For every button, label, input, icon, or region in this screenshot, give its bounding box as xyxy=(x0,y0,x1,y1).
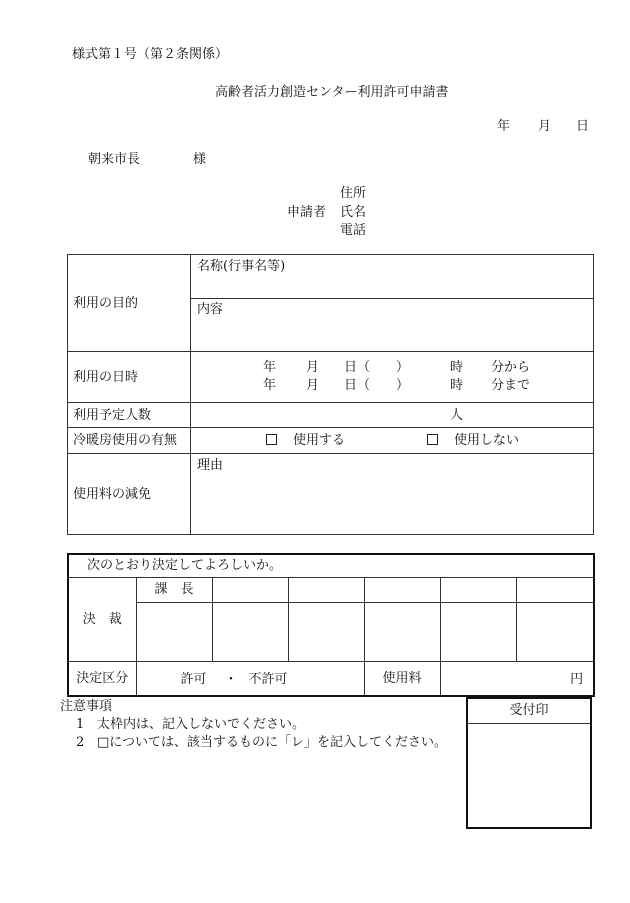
from-month: 月 xyxy=(306,360,320,375)
date-day-label: 日 xyxy=(576,119,590,134)
purpose-label: 利用の目的 xyxy=(68,255,191,352)
datetime-cell[interactable] xyxy=(191,352,594,403)
from-hour: 時 xyxy=(450,360,464,375)
not-permit-label: 不許可 xyxy=(248,671,288,687)
fee-amount-cell[interactable] xyxy=(440,661,594,696)
approval-header-cell xyxy=(516,577,594,602)
reason-label: 理由 xyxy=(197,458,224,473)
event-name-label: 名称(行事名等) xyxy=(197,259,286,274)
aircon-cell xyxy=(191,428,594,454)
approval-stamp-cell[interactable] xyxy=(136,602,212,661)
fee-reduction-label: 使用料の減免 xyxy=(68,454,191,535)
approval-header-cell xyxy=(288,577,364,602)
event-name-cell[interactable] xyxy=(191,255,594,299)
approval-header-cell xyxy=(364,577,440,602)
reception-stamp-label: 受付印 xyxy=(468,699,590,724)
decision-table xyxy=(67,553,595,697)
category-label: 決定区分 xyxy=(68,661,136,696)
to-day: 日（ xyxy=(344,378,371,393)
decision-intro: 次のとおり決定してよろしいか。 xyxy=(68,554,594,577)
to-month: 月 xyxy=(306,378,320,393)
checkbox-icon[interactable] xyxy=(266,434,277,445)
approval-stamp-cell[interactable] xyxy=(212,602,288,661)
form-number: 様式第１号（第２条関係） xyxy=(72,47,229,62)
approval-stamp-cell[interactable] xyxy=(364,602,440,661)
approval-label: 決 裁 xyxy=(68,577,136,661)
aircon-no-use-label: 使用しない xyxy=(454,433,520,448)
addressee-honorific: 様 xyxy=(193,152,207,167)
checkbox-icon[interactable] xyxy=(427,434,438,445)
to-hour: 時 xyxy=(450,378,464,393)
applicant-label: 申請者 xyxy=(287,205,327,220)
aircon-use-option[interactable] xyxy=(266,434,345,447)
datetime-label: 利用の日時 xyxy=(68,352,191,403)
approval-stamp-cell[interactable] xyxy=(288,602,364,661)
note-1-text: 太枠内は、記入しないでください。 xyxy=(97,717,306,732)
aircon-use-label: 使用する xyxy=(293,433,346,448)
date-year-label: 年 xyxy=(497,119,511,134)
fee-label: 使用料 xyxy=(364,661,440,696)
expected-count-label: 利用予定人数 xyxy=(68,403,191,428)
to-weekday-close: ） xyxy=(396,378,410,393)
permit-label: 許可 xyxy=(180,671,207,687)
expected-count-cell[interactable] xyxy=(191,403,594,428)
addressee-name: 朝来市長 xyxy=(88,152,141,167)
approval-stamp-cell[interactable] xyxy=(440,602,516,661)
content-cell[interactable] xyxy=(191,299,594,352)
note-2-text: □については、該当するものに「レ」を記入してください。 xyxy=(97,735,448,750)
from-weekday-close: ） xyxy=(396,360,410,375)
notes-title: 注意事項 xyxy=(60,699,113,714)
note-2-number: 2 xyxy=(76,735,85,750)
separator: ・ xyxy=(224,671,238,687)
to-minute: 分まで xyxy=(491,378,531,393)
approval-stamp-cell[interactable] xyxy=(516,602,594,661)
note-1-number: 1 xyxy=(76,717,85,732)
to-year: 年 xyxy=(263,378,277,393)
reason-cell[interactable] xyxy=(191,454,594,535)
aircon-label: 冷暖房使用の有無 xyxy=(68,428,191,454)
date-month-label: 月 xyxy=(538,119,552,134)
from-year: 年 xyxy=(263,360,277,375)
from-day: 日（ xyxy=(344,360,371,375)
approval-header-cell xyxy=(212,577,288,602)
application-table xyxy=(67,254,594,535)
section-chief-label: 課 長 xyxy=(136,577,212,602)
applicant-name-label: 氏名 xyxy=(340,205,367,220)
from-minute: 分から xyxy=(491,360,531,375)
content-label: 内容 xyxy=(197,302,224,317)
applicant-phone-label: 電話 xyxy=(340,223,367,238)
reception-stamp-box[interactable] xyxy=(466,697,592,829)
persons-unit: 人 xyxy=(450,408,464,423)
approval-header-cell xyxy=(440,577,516,602)
aircon-no-use-option[interactable] xyxy=(427,434,519,447)
page-title: 高齢者活力創造センター利用許可申請書 xyxy=(215,85,449,100)
yen-unit: 円 xyxy=(570,671,584,687)
applicant-address-label: 住所 xyxy=(340,186,367,201)
permit-choice-cell[interactable] xyxy=(136,661,364,696)
